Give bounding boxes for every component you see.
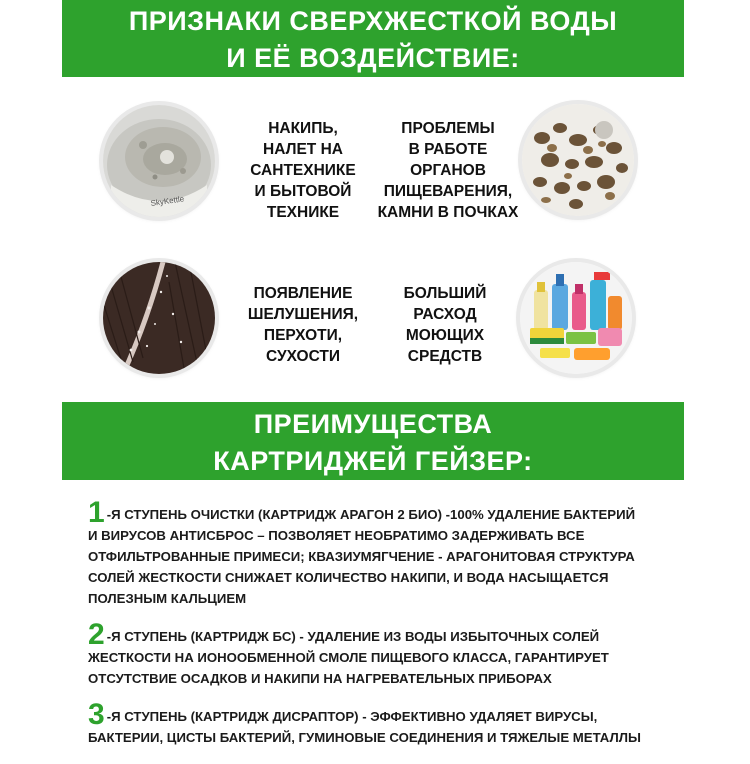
kettle-limescale-image bbox=[103, 105, 215, 217]
sign-line: МОЮЩИХ bbox=[405, 327, 485, 344]
step-text: ОТФИЛЬТРОВАННЫЕ ПРИМЕСИ; КВАЗИУМЯГЧЕНИЕ - АРАГОНИТОВАЯ СТРУКТУРА bbox=[88, 549, 635, 564]
sign-line: НАЛЕТ НА bbox=[263, 141, 343, 158]
advantages-title-line1: ПРЕИМУЩЕСТВА bbox=[253, 409, 493, 439]
advantages-banner bbox=[62, 402, 684, 480]
dandruff-scalp-image bbox=[103, 262, 215, 374]
step-text: -Я СТУПЕНЬ (КАРТРИДЖ БС) - УДАЛЕНИЕ ИЗ ВОДЫ ИЗБЫТОЧНЫХ СОЛЕЙ bbox=[106, 629, 600, 644]
sign-line: В РАБОТЕ bbox=[408, 141, 488, 158]
step-text: -Я СТУПЕНЬ ОЧИСТКИ (КАРТРИДЖ АРАГОН 2 БИО) -100% УДАЛЕНИЕ БАКТЕРИЙ bbox=[106, 507, 636, 522]
sign-line: ПИЩЕВАРЕНИЯ, bbox=[383, 183, 513, 200]
kettle-brand-label: SkyKettle bbox=[150, 194, 185, 208]
step-text: И ВИРУСОВ АНТИСБРОС – ПОЗВОЛЯЕТ НЕОБРАТИМО ЗАДЕРЖИВАТЬ ВСЕ bbox=[88, 528, 585, 543]
step-number: 1 bbox=[88, 496, 105, 529]
sign-line: ПЕРХОТИ, bbox=[263, 327, 343, 344]
step-text: БАКТЕРИИ, ЦИСТЫ БАКТЕРИЙ, ГУМИНОВЫЕ СОЕДИНЕНИЯ И ТЯЖЕЛЫЕ МЕТАЛЛЫ bbox=[88, 730, 641, 745]
header-banner bbox=[62, 0, 684, 77]
sign-line: КАМНИ В ПОЧКАХ bbox=[377, 204, 519, 221]
step-text: -Я СТУПЕНЬ (КАРТРИДЖ ДИСРАПТОР) - ЭФФЕКТИВНО УДАЛЯЕТ ВИРУСЫ, bbox=[106, 709, 598, 724]
step-number: 2 bbox=[88, 618, 105, 651]
advantages-title-line2: КАРТРИДЖЕЙ ГЕЙЗЕР: bbox=[213, 446, 533, 476]
step-line bbox=[88, 618, 698, 651]
sign-text-detergents bbox=[380, 283, 510, 367]
step-text: ОТСУТСТВИЕ ОСАДКОВ И НАКИПИ НА НАГРЕВАТЕЛЬНЫХ ПРИБОРАХ bbox=[88, 671, 552, 686]
sign-line: ОРГАНОВ bbox=[410, 162, 486, 179]
sign-line: ПОЯВЛЕНИЕ bbox=[253, 285, 353, 302]
step-text: ЖЕСТКОСТИ НА ИОНООБМЕННОЙ СМОЛЕ ПИЩЕВОГО КЛАССА, ГАРАНТИРУЕТ bbox=[88, 650, 609, 665]
step-2 bbox=[88, 618, 698, 689]
sign-line: САНТЕХНИКЕ bbox=[250, 162, 356, 179]
sign-line: СУХОСТИ bbox=[265, 348, 341, 365]
step-3 bbox=[88, 698, 698, 748]
sign-line: ПРОБЛЕМЫ bbox=[401, 120, 495, 137]
sign-line: РАСХОД bbox=[413, 306, 477, 323]
kidney-stones-image bbox=[522, 104, 634, 216]
sign-line: НАКИПЬ, bbox=[268, 120, 338, 137]
sign-line: БОЛЬШИЙ bbox=[403, 285, 487, 302]
step-text: ПОЛЕЗНЫМ КАЛЬЦИЕМ bbox=[88, 591, 247, 606]
step-text: СОЛЕЙ ЖЕСТКОСТИ СНИЖАЕТ КОЛИЧЕСТВО НАКИПИ, И ВОДА НАСЫЩАЕТСЯ bbox=[88, 570, 609, 585]
sign-text-dandruff bbox=[238, 283, 368, 367]
sign-line: ШЕЛУШЕНИЯ, bbox=[247, 306, 359, 323]
sign-line: И БЫТОВОЙ bbox=[254, 183, 352, 200]
sign-line: ТЕХНИКЕ bbox=[266, 204, 340, 221]
sign-text-limescale bbox=[238, 118, 368, 223]
header-title-line1: ПРИЗНАКИ СВЕРХЖЕСТКОЙ ВОДЫ bbox=[128, 6, 618, 36]
detergents-image bbox=[520, 262, 632, 374]
step-number: 3 bbox=[88, 698, 105, 731]
sign-text-digestion bbox=[368, 118, 528, 223]
step-1 bbox=[88, 496, 698, 609]
step-line bbox=[88, 698, 698, 731]
header-title-line2: И ЕЁ ВОЗДЕЙСТВИЕ: bbox=[226, 43, 520, 73]
steps-list bbox=[88, 496, 698, 764]
sign-line: СРЕДСТВ bbox=[407, 348, 483, 365]
step-line bbox=[88, 496, 698, 529]
